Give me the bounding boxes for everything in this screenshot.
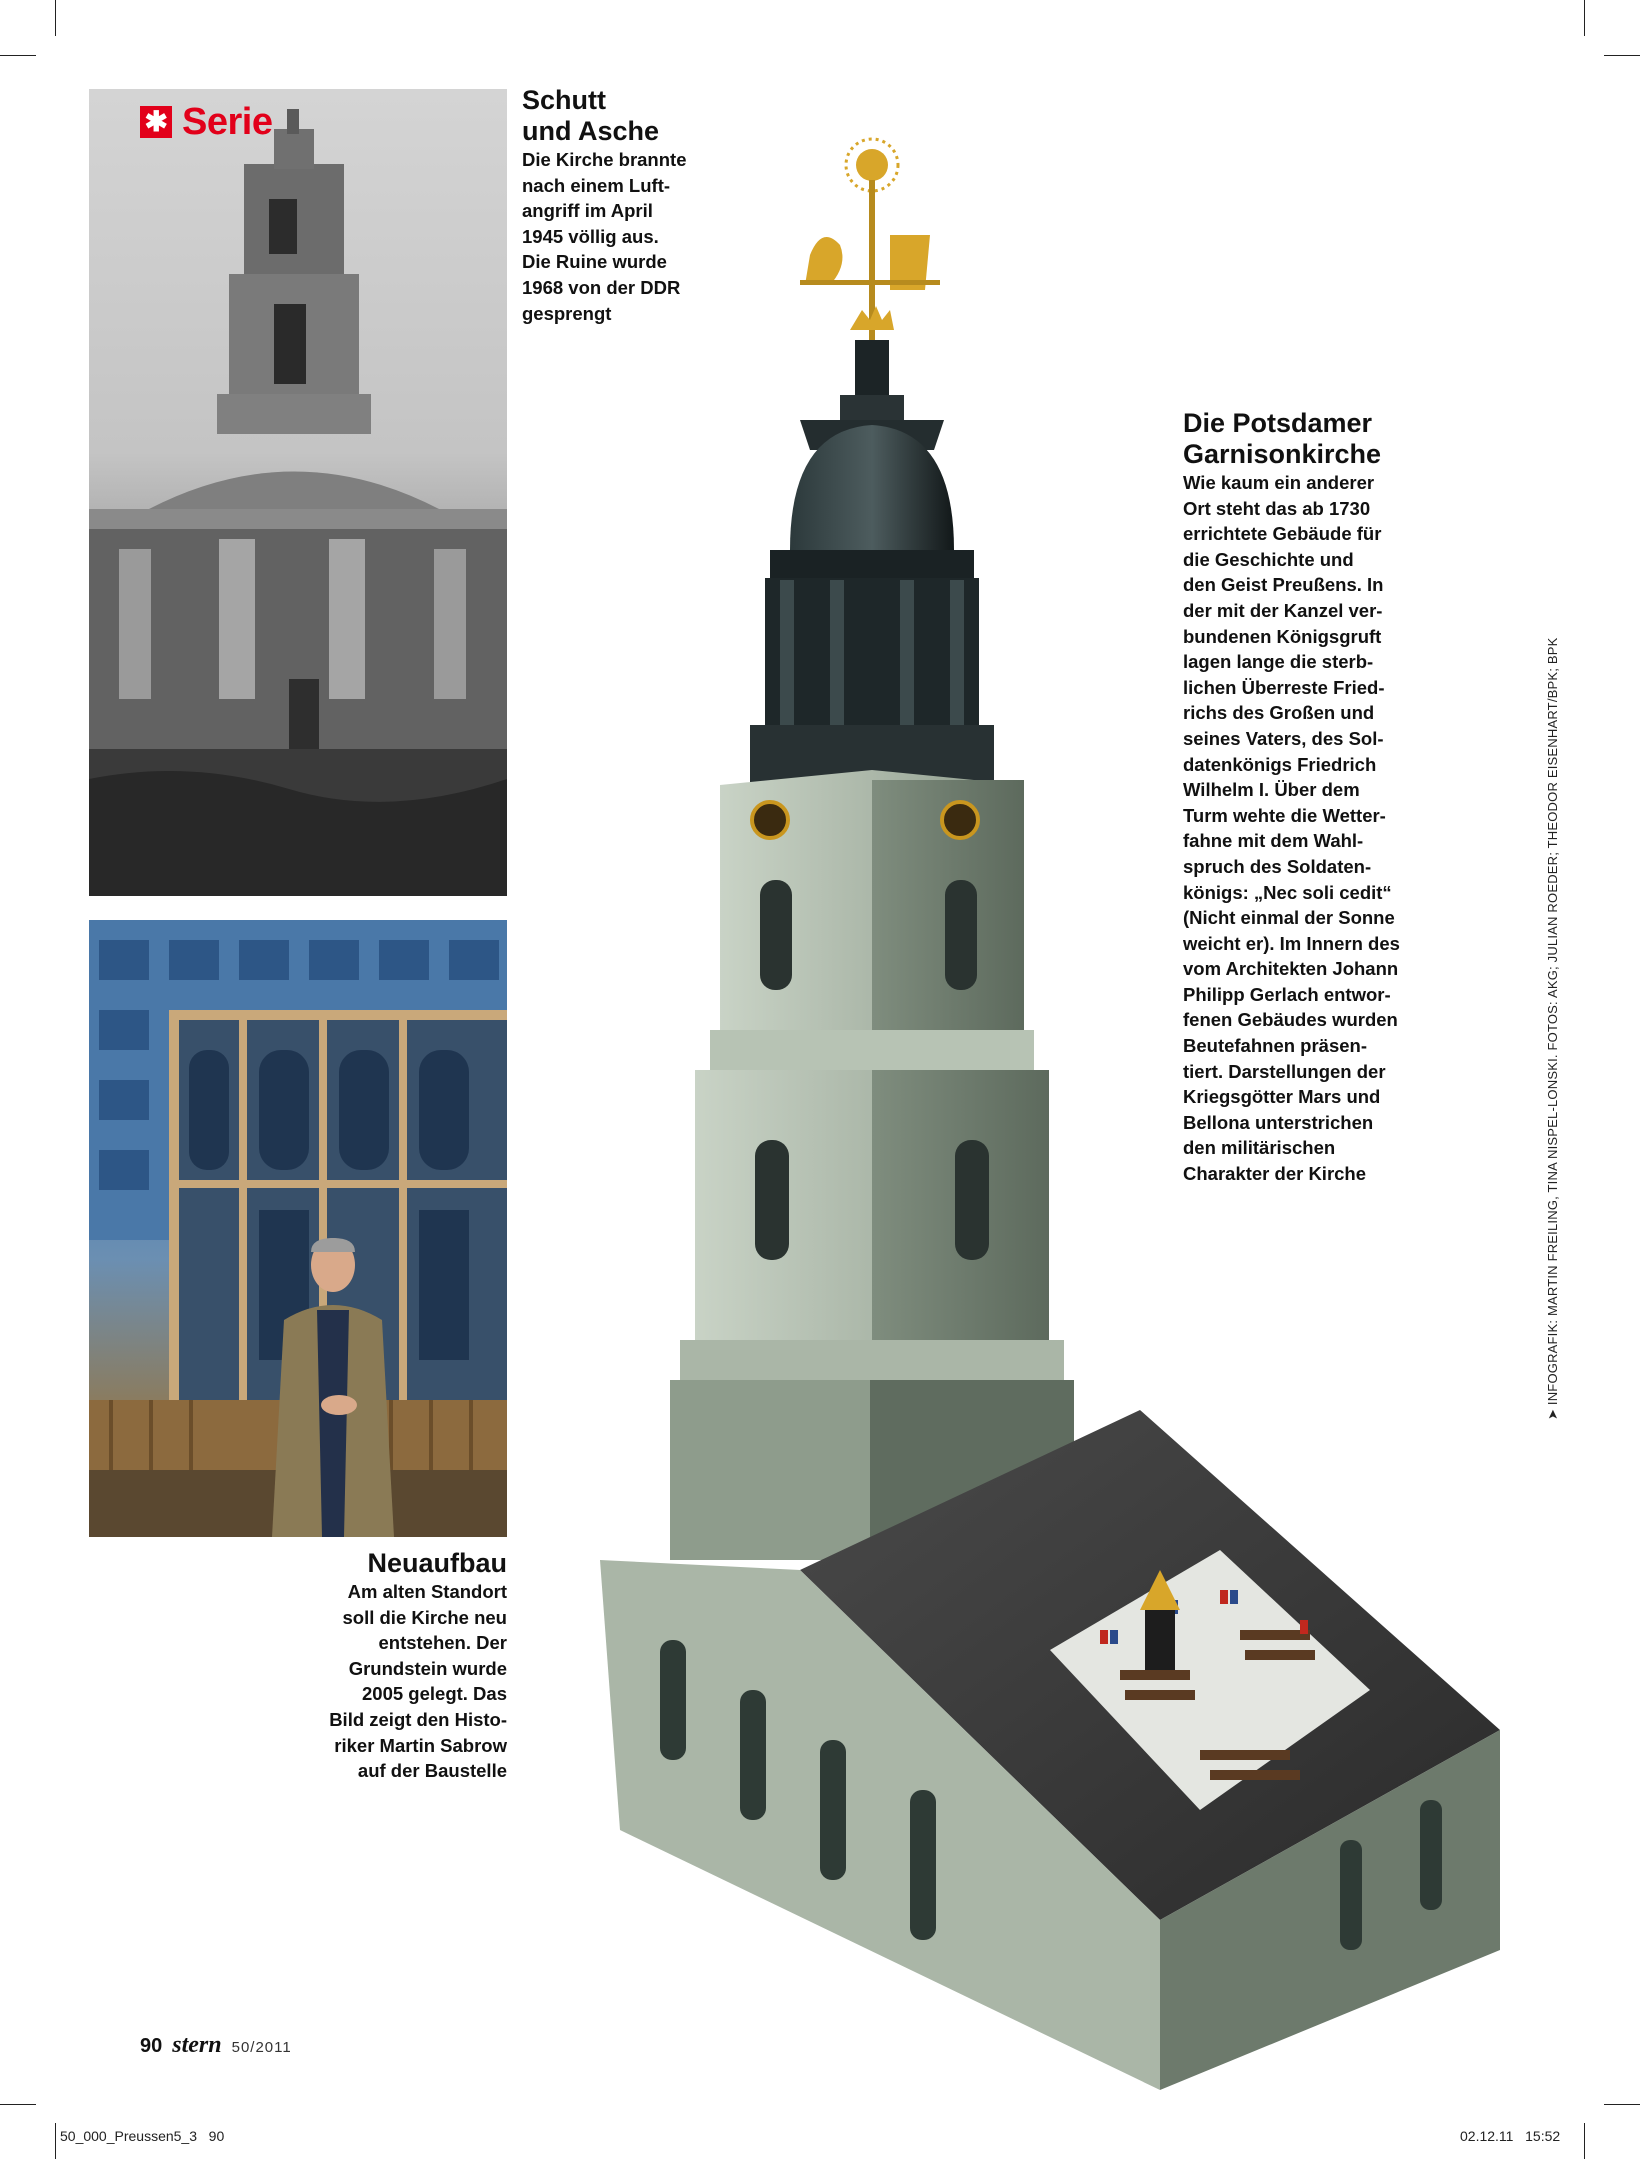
crop-mark [55,2123,56,2159]
caption-line: Philipp Gerlach entwor- [1183,983,1391,1005]
caption-line: spruch des Soldaten- [1183,855,1372,877]
caption-line: bundenen Königsgruft [1183,625,1382,647]
caption-line: 1945 völlig aus. [522,225,659,247]
caption-line: und Asche [522,116,660,146]
caption-line: Wilhelm I. Über dem [1183,779,1360,801]
caption-line: Die Kirche brannte [522,149,687,170]
caption-line: (Nicht einmal der Sonne [1183,907,1395,929]
crop-mark [0,2104,36,2105]
caption-line: gesprengt [522,302,612,324]
crop-mark [1604,2104,1640,2105]
caption-line: weicht er). Im Innern des [1183,932,1400,954]
caption-church-title [1183,408,1418,470]
caption-line: Beutefahnen präsen- [1183,1035,1368,1057]
ruin-photo [89,89,507,896]
caption-line: Am alten Standort [347,1581,507,1602]
caption-reconstruction [300,1548,507,1784]
caption-line: Kriegsgötter Mars und [1183,1086,1381,1108]
print-slug-file: 50_000_Preussen5_3 90 [60,2128,225,2144]
caption-line: Bellona unterstrichen [1183,1111,1374,1133]
magazine-logo: stern [172,2032,222,2058]
caption-line: fahne mit dem Wahl- [1183,830,1364,852]
caption-line: Die Ruine wurde [522,251,667,273]
print-slug-date: 02.12.11 15:52 [1460,2128,1561,2144]
caption-line: nach einem Luft- [522,174,671,196]
caption-church-body [1183,470,1418,1187]
caption-line: Garnisonkirche [1183,439,1382,469]
caption-church [1183,408,1418,1187]
caption-line: auf der Baustelle [357,1760,507,1782]
caption-line: Wie kaum ein anderer [1183,472,1375,493]
weather-vane [800,139,940,340]
caption-line: Neuaufbau [367,1548,507,1578]
series-badge-label: Serie [182,100,273,143]
caption-line: Ort steht das ab 1730 [1183,497,1371,519]
caption-line: soll die Kirche neu [342,1606,507,1628]
caption-line: seines Vaters, des Sol- [1183,727,1384,749]
page-number: 90 [140,2035,163,2057]
issue-number: 50/2011 [231,2039,292,2056]
series-badge [140,100,272,144]
caption-line: den militärischen [1183,1137,1336,1159]
caption-line: vom Architekten Johann [1183,958,1399,980]
caption-line: königs: „Nec soli cedit“ [1183,881,1392,903]
caption-line: errichtete Gebäude für [1183,523,1382,545]
caption-line: 2005 gelegt. Das [362,1683,507,1705]
stern-star-icon: ✱ [140,106,172,138]
crop-mark [0,55,36,56]
caption-line: der mit der Kanzel ver- [1183,599,1383,621]
crop-mark [1604,55,1640,56]
caption-reconstruction-body [300,1579,507,1784]
caption-line: Turm wehte die Wetter- [1183,804,1386,826]
caption-line: tiert. Darstellungen der [1183,1060,1386,1082]
crop-mark [55,0,56,36]
reconstruction-photo [89,920,507,1537]
image-credit: ➤ INFOGRAFIK: MARTIN FREILING, TINA NISPEL-LONSKI. FOTOS: AKG; JULIAN ROEDER; THEODOR EISENHART/BPK; BPK [1545,637,1560,1420]
caption-reconstruction-title [300,1548,507,1579]
caption-line: lagen lange die sterb- [1183,651,1374,673]
caption-line: 1968 von der DDR [522,276,681,298]
caption-line: richs des Großen und [1183,702,1375,724]
caption-line: fenen Gebäudes wurden [1183,1009,1398,1031]
caption-line: Charakter der Kirche [1183,1163,1367,1185]
caption-line: den Geist Preußens. In [1183,574,1384,596]
caption-line: Grundstein wurde [348,1657,507,1679]
caption-line: lichen Überreste Fried- [1183,676,1385,698]
caption-line: riker Martin Sabrow [334,1734,507,1756]
crop-mark [1584,0,1585,36]
crop-mark [1584,2123,1585,2159]
caption-line: Schutt [522,85,606,115]
caption-line: entstehen. Der [378,1632,507,1654]
caption-line: die Geschichte und [1183,548,1354,570]
caption-line: Die Potsdamer [1183,408,1373,438]
caption-line: angriff im April [522,200,653,222]
caption-line: datenkönigs Friedrich [1183,753,1377,775]
caption-line: Bild zeigt den Histo- [329,1708,507,1730]
page-folio [140,2032,292,2059]
